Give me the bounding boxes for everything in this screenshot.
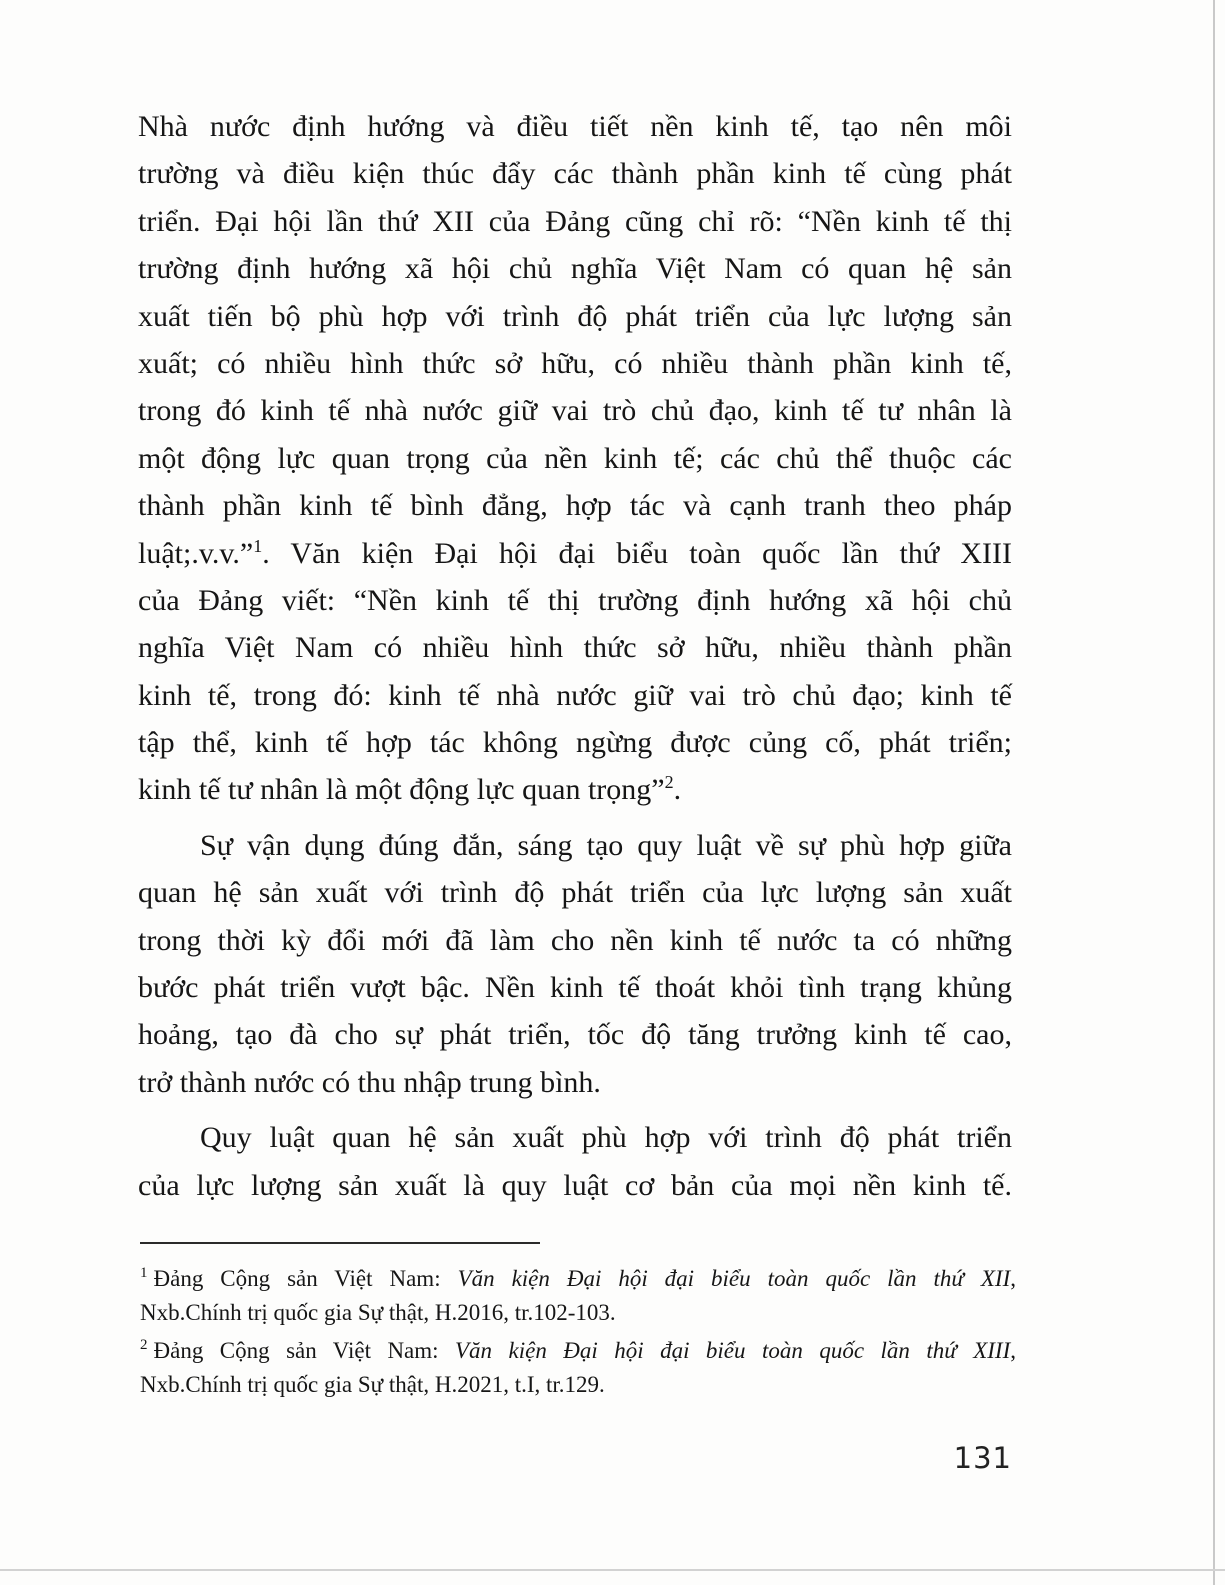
body-line-with-footnote-ref xyxy=(138,530,1012,577)
body-line: một động lực quan trọng của nền kinh tế; các chủ thể thuộc các xyxy=(138,441,1012,475)
body-line-text: kinh tế tư nhân là một động lực quan trọng” xyxy=(138,773,665,807)
body-line: hoảng, tạo đà cho sự phát triển, tốc độ tăng trưởng kinh tế cao, xyxy=(138,1018,1012,1052)
footnote-divider xyxy=(140,1242,540,1244)
body-line: trường và điều kiện thúc đẩy các thành phần kinh tế cùng phát xyxy=(138,157,1012,191)
footnote-author: Đảng Cộng sản Việt Nam: xyxy=(153,1338,455,1363)
footnote-title: Văn kiện Đại hội đại biểu toàn quốc lần thứ XII xyxy=(457,1266,1011,1291)
paragraph-gap xyxy=(138,814,1012,822)
body-line: nghĩa Việt Nam có nhiều hình thức sở hữu, nhiều thành phần xyxy=(138,631,1012,665)
footnote-1-publisher: Nxb.Chính trị quốc gia Sự thật, H.2016, tr.102-103. xyxy=(140,1300,616,1325)
page-edge-right xyxy=(1213,0,1215,1585)
footnote-ref-2[interactable]: 2 xyxy=(664,772,674,793)
body-line: xuất tiến bộ phù hợp với trình độ phát triển của lực lượng sản xyxy=(138,299,1012,333)
paragraph-gap xyxy=(138,1106,1012,1114)
body-line: bước phát triển vượt bậc. Nền kinh tế thoát khỏi tình trạng khủng xyxy=(138,971,1012,1005)
body-line: trong đó kinh tế nhà nước giữ vai trò chủ đạo, kinh tế tư nhân là xyxy=(138,394,1012,428)
body-line: trong thời kỳ đổi mới đã làm cho nền kinh tế nước ta có những xyxy=(138,923,1012,957)
footnote-1 xyxy=(140,1262,1016,1296)
body-line: thành phần kinh tế bình đẳng, hợp tác và cạnh tranh theo pháp xyxy=(138,489,1012,523)
body-line: quan hệ sản xuất với trình độ phát triển của lực lượng sản xuất xyxy=(138,876,1012,910)
body-line: của lực lượng sản xuất là quy luật cơ bản của mọi nền kinh tế. xyxy=(138,1168,1012,1202)
body-line-text: luật;.v.v.” xyxy=(138,536,254,570)
body-line: kinh tế, trong đó: kinh tế nhà nước giữ vai trò chủ đạo; kinh tế xyxy=(138,678,1012,712)
body-line: Nhà nước định hướng và điều tiết nền kinh tế, tạo nên môi xyxy=(138,110,1012,143)
body-line: trở thành nước có thu nhập trung bình. xyxy=(138,1065,601,1099)
body-line: Quy luật quan hệ sản xuất phù hợp với trình độ phát triển xyxy=(200,1121,1012,1155)
footnote-author: Đảng Cộng sản Việt Nam: xyxy=(153,1266,458,1291)
body-line: trường định hướng xã hội chủ nghĩa Việt Nam có quan hệ sản xyxy=(138,252,1012,286)
body-line: triển. Đại hội lần thứ XII của Đảng cũng chỉ rõ: “Nền kinh tế thị xyxy=(138,204,1012,238)
body-line: tập thể, kinh tế hợp tác không ngừng được củng cố, phát triển; xyxy=(138,726,1012,760)
body-line-with-footnote-ref xyxy=(138,766,1012,813)
body-text xyxy=(138,103,1012,1209)
footnote-ref-1[interactable]: 1 xyxy=(253,535,263,556)
page-edge-bottom xyxy=(0,1569,1225,1571)
footnote-punct: , xyxy=(1010,1338,1016,1363)
body-line-text: . xyxy=(673,773,682,807)
body-line-text: . Văn kiện Đại hội đại biểu toàn quốc lần thứ XIII xyxy=(262,536,1012,570)
footnote-2 xyxy=(140,1334,1016,1368)
footnote-mark: 1 xyxy=(140,1265,148,1282)
footnote-2-publisher: Nxb.Chính trị quốc gia Sự thật, H.2021, t.I, tr.129. xyxy=(140,1372,605,1397)
footnote-title: Văn kiện Đại hội đại biểu toàn quốc lần thứ XIII xyxy=(455,1338,1011,1363)
footnote-punct: , xyxy=(1010,1266,1017,1291)
footnote-mark: 2 xyxy=(140,1337,148,1354)
footnotes xyxy=(140,1262,1016,1402)
body-line: xuất; có nhiều hình thức sở hữu, có nhiều thành phần kinh tế, xyxy=(138,346,1012,380)
page-number: 131 xyxy=(953,1441,1012,1475)
body-line: Sự vận dụng đúng đắn, sáng tạo quy luật về sự phù hợp giữa xyxy=(200,828,1012,862)
body-line: của Đảng viết: “Nền kinh tế thị trường định hướng xã hội chủ xyxy=(138,583,1012,617)
